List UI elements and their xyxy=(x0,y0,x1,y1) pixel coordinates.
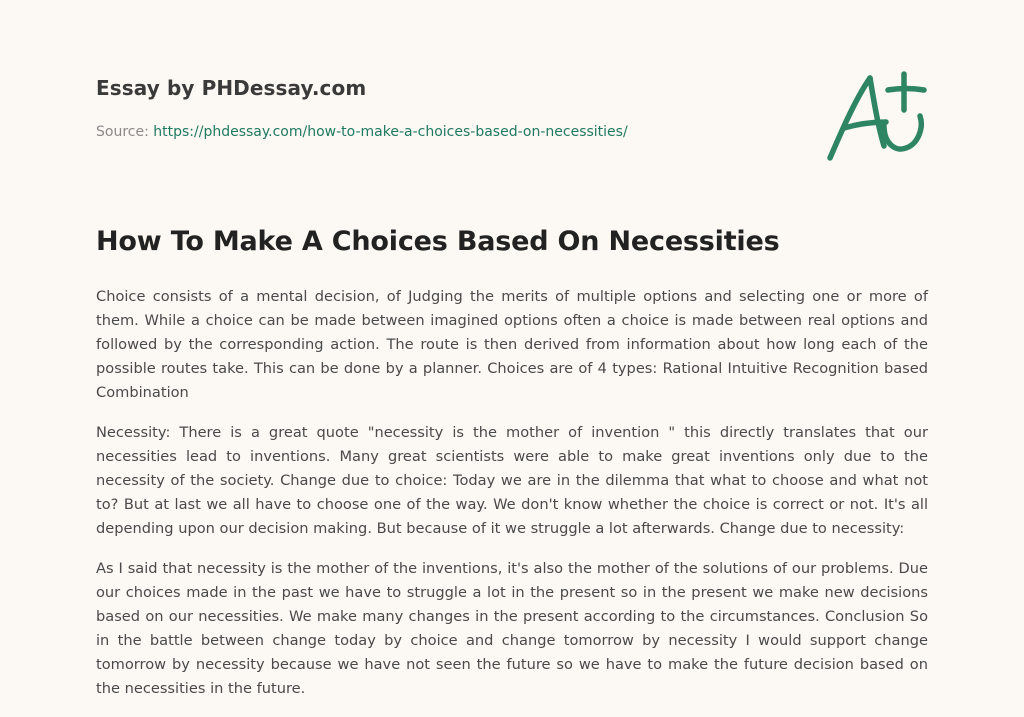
essay-title: How To Make A Choices Based On Necessities xyxy=(96,226,780,257)
source-label: Source: xyxy=(96,124,149,140)
essay-paragraph: Choice consists of a mental decision, of Judging the merits of multiple options and selecting one or more of them. While a choice can be made between imagined options often a choice is made between real options and followed by the corresponding action. The route is then derived from information about how long each of the possible routes take. This can be done by a planner. Choices are of 4 types: Rational Intuitive Recognition based Combination xyxy=(96,288,928,401)
page-header xyxy=(96,0,928,170)
essay-body xyxy=(96,285,928,717)
a-plus-logo-icon xyxy=(824,66,928,166)
essay-paragraph: As I said that necessity is the mother of the inventions, it's also the mother of the solutions of our problems. Due our choices made in the past we have to struggle a lot in the present so in the present we make new decisions based on our necessities. We make many changes in the present according to the circumstances. Conclusion So in the battle between change today by choice and change tomorrow by necessity I would support change tomorrow by necessity because we have not seen the future so we have to make the future decision based on the necessities in the future. xyxy=(96,560,928,697)
source-link[interactable]: https://phdessay.com/how-to-make-a-choices-based-on-necessities/ xyxy=(153,124,628,140)
brand-title: Essay by PHDessay.com xyxy=(96,76,367,100)
essay-paragraph: Necessity: There is a great quote "necessity is the mother of invention " this directly translates that our necessities lead to inventions. Many great scientists were able to make great inventions only due to the necessity of the society. Change due to choice: Today we are in the dilemma that what to choose and what not to? But at last we all have to choose one of the way. We don't know whether the choice is correct or not. It's all depending upon our decision making. But because of it we struggle a lot afterwards. Change due to necessity: xyxy=(96,424,928,537)
source-line xyxy=(96,124,628,140)
